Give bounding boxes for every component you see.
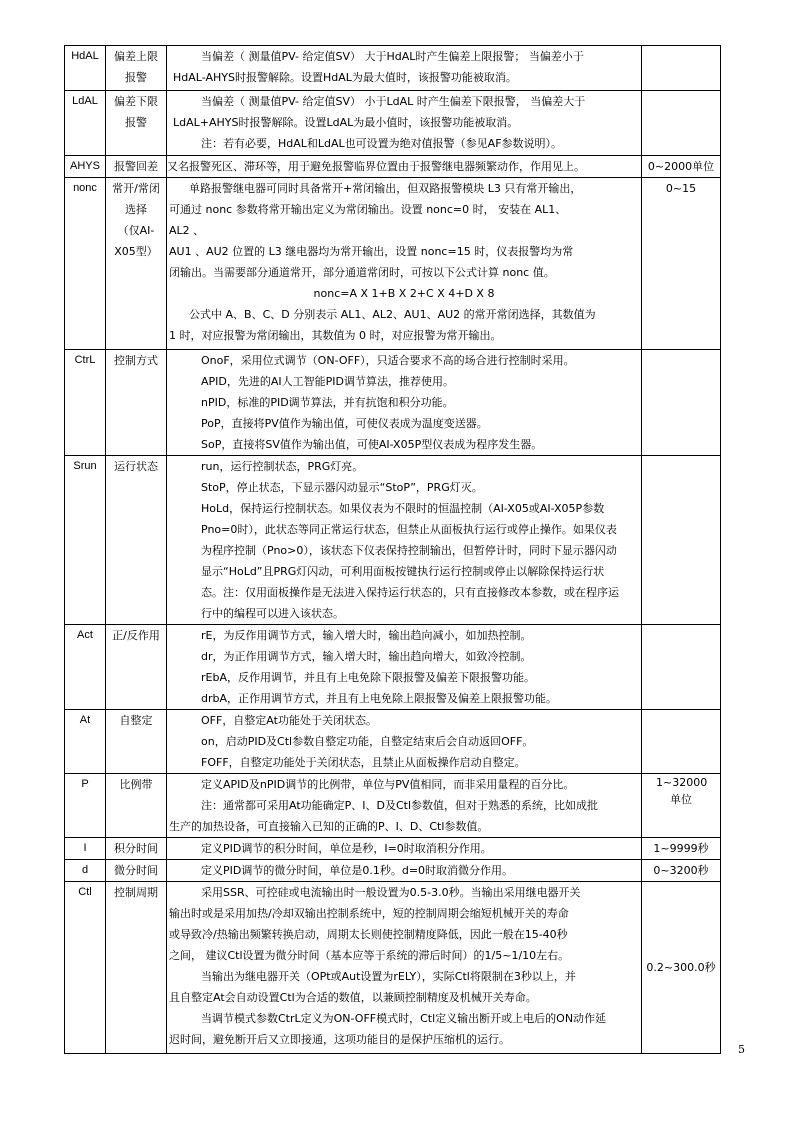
- param-name: [106, 350, 167, 456]
- desc-line: dr，为正作用调节方式，输入增大时，输出趋向增大，如致冷控制。: [201, 650, 532, 663]
- param-name-line: 报警: [125, 71, 147, 84]
- desc-line: rE，为反作用调节方式，输入增大时，输出趋向减小，如加热控制。: [201, 629, 532, 642]
- desc-line: 定义PID调节的微分时间，单位是0.1秒。d=0时取消微分作用。: [201, 864, 514, 877]
- param-description: [167, 350, 642, 456]
- param-name: [106, 625, 167, 710]
- param-name: [106, 91, 167, 156]
- desc-line: 之间， 建议Ctl设置为微分时间（基本应等于系统的滞后时间）的1/5~1/10左右。: [169, 949, 570, 962]
- param-description: [167, 882, 642, 1054]
- desc-line: 当偏差（ 测量值PV- 给定值SV） 大于HdAL时产生偏差上限报警； 当偏差小于: [201, 50, 584, 63]
- param-name-line: （仅AI-: [117, 224, 155, 237]
- desc-line: StoP，停止状态，下显示器闪动显示“StoP”，PRG灯灭。: [201, 481, 483, 494]
- param-name-line: 运行状态: [114, 460, 158, 473]
- param-code: At: [65, 710, 106, 774]
- desc-line: FOFF，自整定功能处于关闭状态，且禁止从面板操作启动自整定。: [201, 756, 526, 769]
- table-row-srun: [65, 456, 721, 625]
- table-row-ctl: [65, 882, 721, 1054]
- desc-line: nPID，标准的PID调节算法，并有抗饱和积分功能。: [201, 396, 454, 409]
- param-range: [642, 710, 721, 774]
- desc-line: 1 时，对应报警为常闭输出，其数值为 0 时，对应报警为常开输出。: [169, 329, 502, 342]
- desc-line: 注：通常都可采用At功能确定P、I、D及Ctl参数值，但对于熟悉的系统，比如成批: [201, 799, 599, 812]
- param-description: [167, 710, 642, 774]
- desc-line: 为程序控制（Pno>0），该状态下仪表保持控制输出，但暂停计时，同时下显示器闪动: [201, 544, 617, 557]
- param-code: Act: [65, 625, 106, 710]
- desc-line: 行中的编程可以进入该状态。: [201, 607, 344, 620]
- desc-line: PoP，直接将PV值作为输出值，可使仪表成为温度变送器。: [201, 417, 488, 430]
- param-code: HdAL: [65, 46, 106, 91]
- param-description: [167, 156, 642, 178]
- param-name: [106, 838, 167, 860]
- param-code: AHYS: [65, 156, 106, 178]
- desc-line: HdAL-AHYS时报警解除。设置HdAL为最大值时，该报警功能被取消。: [173, 71, 517, 84]
- desc-line: 生产的加热设备，可直接输入已知的正确的P、I、D、Ctl参数值。: [169, 820, 489, 833]
- desc-line: 输出时或是采用加热/冷却双输出控制系统中，短的控制周期会缩短机械开关的寿命: [169, 907, 569, 920]
- desc-line: 或导致冷/热输出频繁转换启动，周期太长则使控制精度降低，因此一般在15-40秒: [169, 928, 568, 941]
- table-row-ldal: [65, 91, 721, 156]
- param-name-line: 控制方式: [114, 354, 158, 367]
- param-name: [106, 860, 167, 882]
- desc-line: 显示“HoLd”且PRG灯闪动，可利用面板按键执行运行控制或停止以解除保持运行状: [201, 565, 605, 578]
- param-code: CtrL: [65, 350, 106, 456]
- param-name-line: 报警回差: [114, 160, 158, 173]
- table-row-at: [65, 710, 721, 774]
- param-range: [642, 456, 721, 625]
- param-range: 1~32000单位: [642, 774, 721, 838]
- desc-line: Pno=0时），此状态等同正常运行状态，但禁止从面板执行运行或停止操作。如果仪表: [201, 523, 617, 536]
- desc-line: HoLd，保持运行控制状态。如果仪表为不限时的恒温控制（AI-X05或AI-X05P参数: [201, 502, 605, 515]
- param-name: [106, 178, 167, 350]
- param-range: 0~2000单位: [642, 156, 721, 178]
- param-code: LdAL: [65, 91, 106, 156]
- parameter-table: [64, 45, 721, 1054]
- param-description: [167, 774, 642, 838]
- param-range: [642, 350, 721, 456]
- param-code: P: [65, 774, 106, 838]
- param-description: [167, 860, 642, 882]
- desc-line: OFF，自整定At功能处于关闭状态。: [201, 714, 377, 727]
- table-row-ahys: [65, 156, 721, 178]
- desc-line: APID，先进的AI人工智能PID调节算法，推荐使用。: [201, 375, 454, 388]
- desc-line: AU1 、AU2 位置的 L3 继电器均为常开输出，设置 nonc=15 时，仪表报警均为常: [169, 245, 574, 258]
- param-code: I: [65, 838, 106, 860]
- desc-line: 迟时间，避免断开后又立即接通，这项功能目的是保护压缩机的运行。: [169, 1033, 510, 1046]
- param-code: nonc: [65, 178, 106, 350]
- param-name: [106, 156, 167, 178]
- desc-line: LdAL+AHYS时报警解除。设置LdAL为最小值时，该报警功能被取消。: [173, 116, 519, 129]
- desc-line: on，启动PID及Ctl参数自整定功能，自整定结束后会自动返回OFF。: [201, 735, 534, 748]
- param-name-line: 常开/常闭: [112, 182, 160, 195]
- table-row-p: [65, 774, 721, 838]
- param-name: [106, 774, 167, 838]
- desc-line: 又名报警死区、滞环等，用于避免报警临界位置由于报警继电器频繁动作，作用见上。: [167, 160, 585, 173]
- desc-line: 定义PID调节的积分时间，单位是秒，I=0时取消积分作用。: [201, 842, 492, 855]
- param-name-line: 控制周期: [114, 886, 158, 899]
- table-row-act: [65, 625, 721, 710]
- param-description: [167, 625, 642, 710]
- param-code: Ctl: [65, 882, 106, 1054]
- desc-line: 当偏差（ 测量值PV- 给定值SV） 小于LdAL 时产生偏差下限报警， 当偏差大于: [201, 95, 586, 108]
- desc-line: rEbA，反作用调节，并且有上电免除下限报警及偏差下限报警功能。: [201, 671, 535, 684]
- desc-line: 当调节模式参数CtrL定义为ON-OFF模式时，Ctl定义输出断开或上电后的ON动作延: [201, 1012, 607, 1025]
- param-name: [106, 710, 167, 774]
- param-code: d: [65, 860, 106, 882]
- param-name-line: X05型）: [114, 245, 158, 258]
- table-row-i: [65, 838, 721, 860]
- parameter-table-body: [65, 46, 721, 1054]
- desc-line: drbA，正作用调节方式，并且有上电免除上限报警及偏差上限报警功能。: [201, 692, 558, 705]
- param-description: [167, 91, 642, 156]
- param-range: 1~9999秒: [642, 838, 721, 860]
- param-name-line: 正/反作用: [112, 629, 160, 642]
- desc-line: 公式中 A、B、C、D 分别表示 AL1、AL2、AU1、AU2 的常开常闭选择，其数值为: [189, 308, 596, 321]
- desc-line: 闭输出。当需要部分通道常开，部分通道常闭时，可按以下公式计算 nonc 值。: [169, 266, 555, 279]
- page-number: 5: [738, 1043, 745, 1056]
- desc-line: 态。注：仅用面板操作是无法进入保持运行状态的，只有直接修改本参数，或在程序运: [201, 586, 619, 599]
- param-name-line: 偏差上限: [114, 50, 158, 63]
- desc-line: 且自整定At会自动设置Ctl为合适的数值，以兼顾控制精度及机械开关寿命。: [169, 991, 537, 1004]
- param-name-line: 选择: [125, 203, 147, 216]
- param-name-line: 自整定: [119, 714, 153, 727]
- desc-line: 注：若有必要，HdAL和LdAL也可设置为绝对值报警（参见AF参数说明）。: [201, 137, 563, 150]
- param-name-line: 比例带: [119, 778, 153, 791]
- param-range: [642, 46, 721, 91]
- param-name: [106, 882, 167, 1054]
- param-description: [167, 178, 642, 350]
- param-range: 0~3200秒: [642, 860, 721, 882]
- desc-line: 单路报警继电器可同时具备常开+常闭输出，但双路报警模块 L3 只有常开输出，: [189, 182, 582, 195]
- param-range: [642, 91, 721, 156]
- param-range: [642, 625, 721, 710]
- table-row-ctrl: [65, 350, 721, 456]
- param-description: [167, 46, 642, 91]
- param-description: [167, 838, 642, 860]
- param-name-line: 微分时间: [114, 864, 158, 877]
- param-description: [167, 456, 642, 625]
- desc-line: run，运行控制状态，PRG灯亮。: [201, 460, 364, 473]
- param-name-line: 报警: [125, 116, 147, 129]
- table-row-hdal: [65, 46, 721, 91]
- desc-line: 可通过 nonc 参数将常开输出定义为常闭输出。设置 nonc=0 时， 安装在 AL1、: [169, 203, 567, 216]
- param-range: 0.2~300.0秒: [642, 882, 721, 1054]
- param-name: [106, 46, 167, 91]
- param-code: Srun: [65, 456, 106, 625]
- param-name-line: 偏差下限: [114, 95, 158, 108]
- param-name: [106, 456, 167, 625]
- param-name-line: 积分时间: [114, 842, 158, 855]
- param-range: 0~15: [642, 178, 721, 350]
- desc-line: AL2 、: [169, 224, 205, 237]
- desc-line: OnoF，采用位式调节（ON-OFF），只适合要求不高的场合进行控制时采用。: [201, 354, 575, 367]
- desc-line: 当输出为继电器开关（OPt或Aut设置为rELY），实际Ctl将限制在3秒以上，并: [201, 970, 576, 983]
- table-row-d: [65, 860, 721, 882]
- desc-line: SoP，直接将SV值作为输出值，可使AI-X05P型仪表成为程序发生器。: [201, 438, 543, 451]
- desc-line: 定义APID及nPID调节的比例带，单位与PV值相同，而非采用量程的百分比。: [201, 778, 575, 791]
- formula-line: nonc=A X 1+B X 2+C X 4+D X 8: [313, 287, 495, 300]
- desc-line: 采用SSR、可控硅或电流输出时一般设置为0.5-3.0秒。当输出采用继电器开关: [201, 886, 581, 899]
- table-row-nonc: [65, 178, 721, 350]
